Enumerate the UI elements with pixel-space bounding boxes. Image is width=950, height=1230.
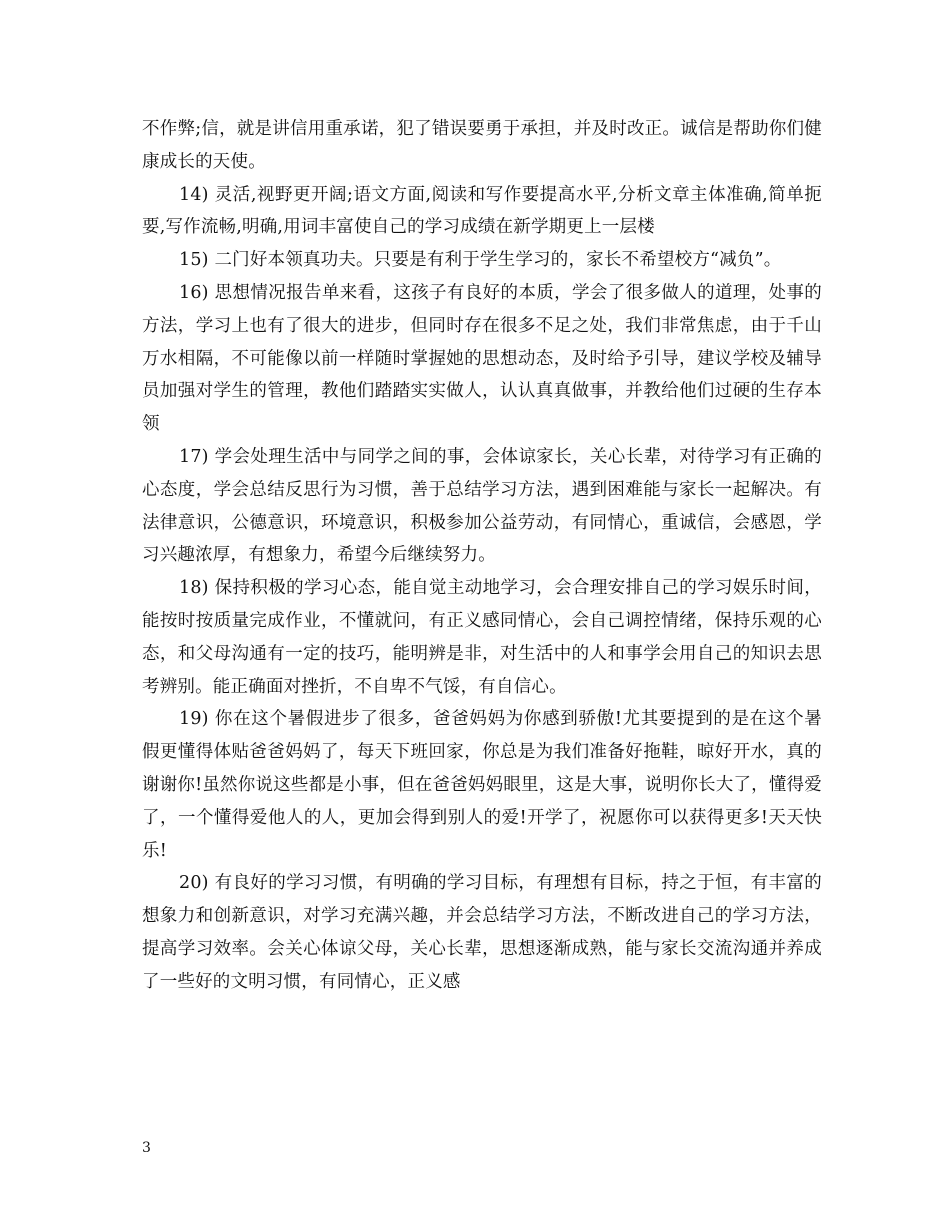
paragraph-item-19: 19) 你在这个暑假进步了很多，爸爸妈妈为你感到骄傲!尤其要提到的是在这个暑假更懂得体贴爸爸妈妈了，每天下班回家，你总是为我们准备好拖鞋，晾好开水，真的谢谢你!虽然你说这些都是小事，但在爸爸妈妈眼里，这是大事，说明你长大了，懂得爱了，一个懂得爱他人的人，更加会得到别人的爱!开学了，祝愿你可以获得更多!天天快乐! [142,709,822,861]
document-body [142,113,822,999]
paragraph-item-20: 20) 有良好的学习习惯，有明确的学习目标，有理想有目标，持之于恒，有丰富的想象力和创新意识，对学习充满兴趣，并会总结学习方法，不断改进自己的学习方法，提高学习效率。会关心体谅父母，关心长辈，思想逐渐成熟，能与家长交流沟通并养成了一些好的文明习惯，有同情心，正义感 [142,873,822,992]
paragraph-item-15: 15) 二门好本领真功夫。只要是有利于学生学习的，家长不希望校方“减负”。 [179,250,782,271]
paragraph-item-16: 16) 思想情况报告单来看，这孩子有良好的本质，学会了很多做人的道理，处事的方法，学习上也有了很大的进步，但同时存在很多不足之处，我们非常焦虑，由于千山万水相隔，不可能像以前一样随时掌握她的思想动态，及时给予引导，建议学校及辅导员加强对学生的管理，教他们踏踏实实做人，认认真真做事，并教给他们过硬的生存本领 [142,282,822,435]
paragraph-continuation: 不作弊;信，就是讲信用重承诺，犯了错误要勇于承担，并及时改正。诚信是帮助你们健康成长的天使。 [142,119,822,172]
paragraph-item-14: 14) 灵活,视野更开阔;语文方面,阅读和写作要提高水平,分析文章主体准确,简单扼要,写作流畅,明确,用词丰富使自己的学习成绩在新学期更上一层楼 [142,184,822,238]
paragraph-item-17: 17) 学会处理生活中与同学之间的事，会体谅家长，关心长辈，对待学习有正确的心态度，学会总结反思行为习惯，善于总结学习方法，遇到困难能与家长一起解决。有法律意识，公德意识，环境意识，积极参加公益劳动，有同情心，重诚信，会感恩，学习兴趣浓厚，有想象力，希望今后继续努力。 [142,446,822,566]
page-number: 3 [142,1140,151,1156]
paragraph-item-18: 18) 保持积极的学习心态，能自觉主动地学习，会合理安排自己的学习娱乐时间，能按时按质量完成作业，不懂就问，有正义感同情心，会自己调控情绪，保持乐观的心态，和父母沟通有一定的技巧，能明辨是非，对生活中的人和事学会用自己的知识去思考辨别。能正确面对挫折，不自卑不气馁，有自信心。 [142,578,822,697]
